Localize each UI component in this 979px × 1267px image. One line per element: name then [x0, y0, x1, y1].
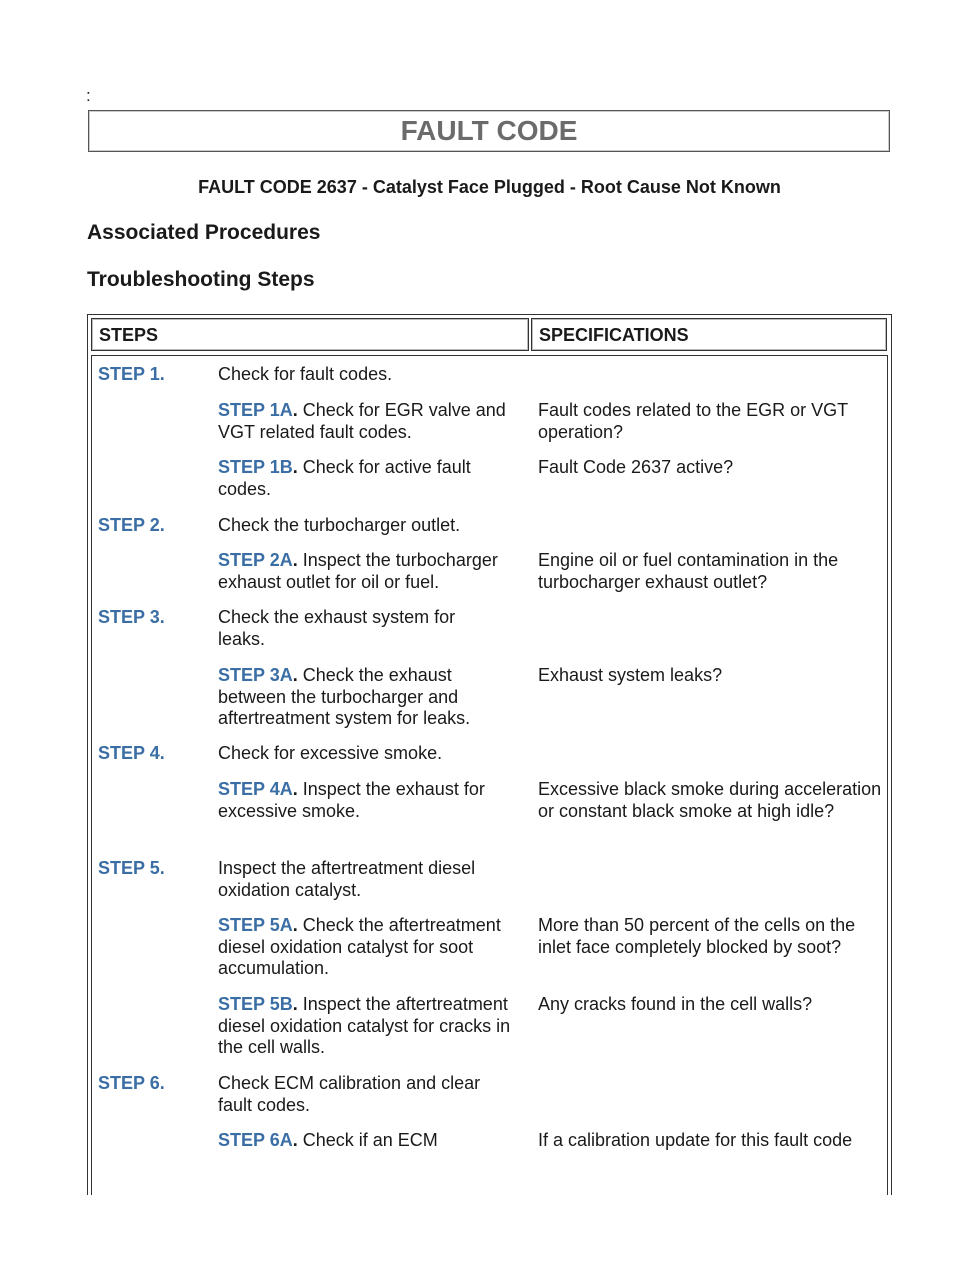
- step-1a-row: STEP 1A. Check for EGR valve and VGT related fault codes.: [218, 400, 506, 442]
- step-6a-row: STEP 6A. Check if an ECM: [218, 1130, 438, 1150]
- step-1-text: Check for fault codes.: [218, 364, 393, 384]
- step-5-text: Inspect the aftertreatment diesel oxidation catalyst.: [218, 858, 476, 900]
- step-4a-spec: Excessive black smoke during acceleration or constant black smoke at high idle?: [538, 779, 882, 821]
- header-steps: STEPS: [91, 318, 529, 351]
- step-2a-row: STEP 2A. Inspect the turbocharger exhaust outlet for oil or fuel.: [218, 550, 498, 592]
- step-4-label[interactable]: STEP 4.: [98, 743, 165, 763]
- step-5b-spec: Any cracks found in the cell walls?: [538, 994, 813, 1014]
- step-4-text: Check for excessive smoke.: [218, 743, 443, 763]
- fault-code-banner: [88, 110, 890, 152]
- step-2a-link[interactable]: STEP 2A: [218, 550, 293, 570]
- colon-mark: :: [86, 86, 91, 105]
- step-1-label[interactable]: STEP 1.: [98, 364, 165, 384]
- step-3a-link[interactable]: STEP 3A: [218, 665, 293, 685]
- step-6-text: Check ECM calibration and clear fault codes.: [218, 1073, 481, 1115]
- step-6a-link[interactable]: STEP 6A: [218, 1130, 293, 1150]
- step-3a-spec: Exhaust system leaks?: [538, 665, 723, 685]
- step-2-label[interactable]: STEP 2.: [98, 515, 165, 535]
- step-6a-spec: If a calibration update for this fault code: [538, 1130, 853, 1150]
- step-5-label[interactable]: STEP 5.: [98, 858, 165, 878]
- troubleshooting-steps-heading: Troubleshooting Steps: [87, 268, 315, 291]
- step-5a-link[interactable]: STEP 5A: [218, 915, 293, 935]
- step-3-label[interactable]: STEP 3.: [98, 607, 165, 627]
- step-1a-link[interactable]: STEP 1A: [218, 400, 293, 420]
- step-5a-spec: More than 50 percent of the cells on the inlet face completely blocked by soot?: [538, 915, 856, 957]
- step-5b-row: STEP 5B. Inspect the aftertreatment diesel oxidation catalyst for cracks in the cell walls.: [218, 994, 511, 1057]
- banner-title: FAULT CODE: [400, 115, 578, 146]
- step-5b-link[interactable]: STEP 5B: [218, 994, 293, 1014]
- header-specifications: SPECIFICATIONS: [531, 318, 887, 351]
- step-5a-row: STEP 5A. Check the aftertreatment diesel oxidation catalyst for soot accumulation.: [218, 915, 501, 978]
- step-3-text: Check the exhaust system for leaks.: [218, 607, 456, 649]
- fault-code-heading: FAULT CODE 2637 - Catalyst Face Plugged - Root Cause Not Known: [198, 177, 781, 197]
- step-1b-row: STEP 1B. Check for active fault codes.: [218, 457, 471, 499]
- step-4a-link[interactable]: STEP 4A: [218, 779, 293, 799]
- step-3a-row: STEP 3A. Check the exhaust between the turbocharger and aftertreatment system for leaks.: [218, 665, 471, 728]
- associated-procedures-heading: Associated Procedures: [87, 221, 321, 244]
- step-2-text: Check the turbocharger outlet.: [218, 515, 461, 535]
- step-1a-spec: Fault codes related to the EGR or VGT operation?: [538, 400, 848, 442]
- troubleshooting-table: [87, 314, 892, 1195]
- step-1b-spec: Fault Code 2637 active?: [538, 457, 734, 477]
- step-2a-spec: Engine oil or fuel contamination in the turbocharger exhaust outlet?: [538, 550, 839, 592]
- step-4a-row: STEP 4A. Inspect the exhaust for excessive smoke.: [218, 779, 485, 821]
- step-6-label[interactable]: STEP 6.: [98, 1073, 165, 1093]
- step-1b-link[interactable]: STEP 1B: [218, 457, 293, 477]
